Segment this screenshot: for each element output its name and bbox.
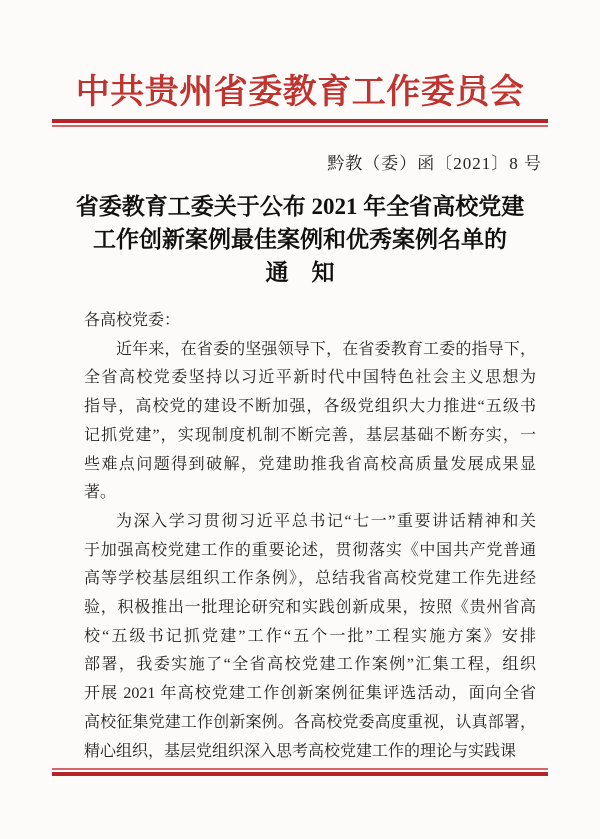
body-line: 指导，高校党的建设不断加强，各级党组织大力推进“五级书 xyxy=(84,398,536,416)
body-line: 精心组织，基层党组织深入思考高校党建工作的理论与实践课 xyxy=(84,742,517,760)
title-line: 省委教育工委关于公布 2021 年全省高校党建 xyxy=(75,194,525,219)
body-line: 高校征集党建工作创新案例。各高校党委高度重视，认真部署， xyxy=(84,713,536,731)
body-line: 高等学校基层组织工作条例》，总结我省高校党建工作先进经 xyxy=(84,570,536,588)
body-line: 著。 xyxy=(84,484,117,502)
title-line: 通 知 xyxy=(265,260,335,285)
body-line: 全省高校党委坚持以习近平新时代中国特色社会主义思想为 xyxy=(84,369,536,387)
body-line: 近年来，在省委的坚强领导下，在省委教育工委的指导下， xyxy=(116,340,536,358)
header-rule-thin xyxy=(52,125,548,127)
org-name-header: 中共贵州省委教育工作委员会 xyxy=(75,74,525,111)
title-line: 工作创新案例最佳案例和优秀案例名单的 xyxy=(93,227,507,252)
body-line: 记抓党建”，实现制度机制不断完善，基层基础不断夯实，一 xyxy=(84,426,536,444)
salutation: 各高校党委： xyxy=(84,312,181,329)
body-line: 于加强高校党建工作的重要论述，贯彻落实《中国共产党普通 xyxy=(84,541,536,559)
footer-rule-thick xyxy=(52,772,548,776)
body-line: 验，积极推出一批理论研究和实践创新成果，按照《贵州省高 xyxy=(84,599,536,617)
body-line: 校“五级书记抓党建”工作“五个一批”工程实施方案》安排 xyxy=(84,627,536,645)
body-line: 为深入学习贯彻习近平总书记“七一”重要讲话精神和关 xyxy=(116,512,536,530)
document-body xyxy=(84,307,536,766)
body-line: 些难点问题得到破解，党建助推我省高校高质量发展成果显 xyxy=(84,455,536,473)
body-line: 部署，我委实施了“全省高校党建工作案例”汇集工程，组织 xyxy=(84,656,536,674)
body-line: 开展 2021 年高校党建工作创新案例征集评选活动，面向全省 xyxy=(84,685,536,703)
document-title xyxy=(55,190,545,289)
header-rule xyxy=(52,119,548,127)
footer-rule xyxy=(52,768,548,776)
document-number: 黔教（委）函〔2021〕8 号 xyxy=(327,154,542,173)
